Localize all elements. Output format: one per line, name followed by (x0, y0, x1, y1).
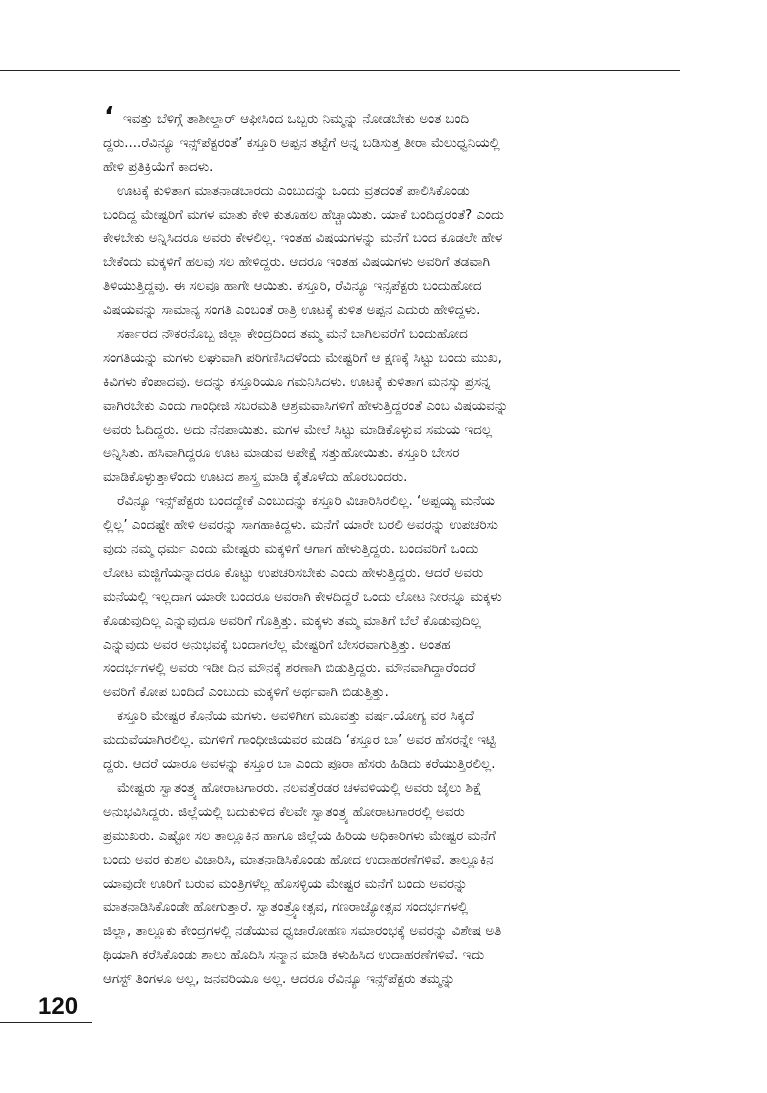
text-line: ಮಾತನಾಡಿಸಿಕೊಂಡೇ ಹೋಗುತ್ತಾರೆ. ಸ್ವಾತಂತ್ರ್ಯೋತ್ಸವ, ಗಣರಾಜ್ಯೋತ್ಸವ ಸಂದರ್ಭಗಳಲ್ಲಿ (103, 900, 469, 916)
text-line: ವಿಷಯವನ್ನು ಸಾಮಾನ್ಯ ಸಂಗತಿ ಎಂಬಂತೆ ರಾತ್ರಿ ಊಟಕ್ಕೆ ಕುಳಿತ ಅಪ್ಪನ ಎದುರು ಹೇಳಿದ್ದಳು. (103, 303, 481, 319)
text-line: ಇವತ್ತು ಬೆಳಿಗ್ಗೆ ತಾಶೀಲ್ದಾರ್ ಆಫೀಸಿಂದ ಒಬ್ಬರು ನಿಮ್ಮನ್ನು ನೋಡಬೇಕು ಅಂತ ಬಂದಿ (123, 112, 470, 127)
text-line: ಆಗಸ್ಟ್ ತಿಂಗಳೂ ಅಲ್ಲ, ಜನವರಿಯೂ ಅಲ್ಲ. ಆದರೂ ರೆವಿನ್ಯೂ ಇನ್ಸ್‌ಪೆಕ್ಟರು ತಮ್ಮನ್ನು (103, 972, 455, 988)
text-line: ಪ್ರಮುಖರು. ಎಷ್ಟೋ ಸಲ ತಾಲ್ಲೂಕಿನ ಹಾಗೂ ಜಿಲ್ಲೆಯ ಹಿರಿಯ ಅಧಿಕಾರಿಗಳು ಮೇಷ್ಟರ ಮನೆಗೆ (103, 828, 496, 844)
text-line: ಮದುವೆಯಾಗಿರಲಿಲ್ಲ. ಮಗಳಿಗೆ ಗಾಂಧೀಜಿಯವರ ಮಡದಿ ‘ಕಸ್ತೂರ ಬಾ’ ಅವರ ಹೆಸರನ್ನೇ ಇಟ್ಟಿ (103, 733, 496, 749)
text-line: ಥಿಯಾಗಿ ಕರೆಸಿಕೊಂಡು ಶಾಲು ಹೊದಿಸಿ ಸನ್ಮಾನ ಮಾಡಿ ಕಳುಹಿಸಿದ ಉದಾಹರಣೆಗಳಿವೆ. ಇದು (103, 948, 485, 964)
text-line: ರೆವಿನ್ಯೂ ಇನ್ಸ್‌ಪೆಕ್ಟರು ಬಂದದ್ದೇಕೆ ಎಂಬುದನ್ನು ಕಸ್ತೂರಿ ವಿಚಾರಿಸಿರಲಿಲ್ಲ. ‘ಅಪ್ಪಯ್ಯ ಮನೆಯ (117, 494, 495, 510)
text-line: ಸಂದರ್ಭಗಳಲ್ಲಿ ಅವರು ಇಡೀ ದಿನ ಮೌನಕ್ಕೆ ಶರಣಾಗಿ ಬಿಡುತ್ತಿದ್ದರು. ಮೌನವಾಗಿದ್ದಾರೆಂದರೆ (103, 661, 476, 677)
text-line: ಮಾಡಿಕೊಳ್ಳುತ್ತಾಳೆಂದು ಊಟದ ಶಾಸ್ತ್ರ ಮಾಡಿ ಕೈತೊಳೆದು ಹೊರಬಂದರು. (103, 470, 408, 486)
opening-quote-mark: ‘ (104, 102, 114, 132)
text-line: ಅವರಿಗೆ ಕೋಪ ಬಂದಿದೆ ಎಂಬುದು ಮಕ್ಕಳಿಗೆ ಅರ್ಥವಾಗಿ ಬಿಡುತ್ತಿತ್ತು. (103, 685, 389, 701)
text-line: ಊಟಕ್ಕೆ ಕುಳಿತಾಗ ಮಾತನಾಡಬಾರದು ಎಂಬುದನ್ನು ಒಂದು ವ್ರತದಂತೆ ಪಾಲಿಸಿಕೊಂಡು (117, 183, 470, 199)
text-line: ಲ್ಲಿಲ್ಲ’ ಎಂದಷ್ಟೇ ಹೇಳಿ ಅವರನ್ನು ಸಾಗಹಾಕಿದ್ದಳು. ಮನೆಗೆ ಯಾರೇ ಬರಲಿ ಅವರನ್ನು ಉಪಚರಿಸು (103, 518, 498, 534)
text-line: ಕೇಳಬೇಕು ಅನ್ನಿಸಿದರೂ ಅವರು ಕೇಳಲಿಲ್ಲ. ಇಂತಹ ವಿಷಯಗಳನ್ನು ಮನೆಗೆ ಬಂದ ಕೂಡಲೇ ಹೇಳ (103, 231, 503, 247)
text-line: ಜಿಲ್ಲಾ, ತಾಲ್ಲೂಕು ಕೇಂದ್ರಗಳಲ್ಲಿ ನಡೆಯುವ ಧ್ವಜಾರೋಹಣ ಸಮಾರಂಭಕ್ಕೆ ಅವರನ್ನು ವಿಶೇಷ ಅತಿ (103, 924, 502, 940)
text-line: ದ್ದರು. ಆದರೆ ಯಾರೂ ಅವಳನ್ನು ಕಸ್ತೂರ ಬಾ ಎಂದು ಪೂರಾ ಹೆಸರು ಹಿಡಿದು ಕರೆಯುತ್ತಿರಲಿಲ್ಲ. (103, 757, 496, 773)
text-line: ಬಂದು ಅವರ ಕುಶಲ ವಿಚಾರಿಸಿ, ಮಾತನಾಡಿಸಿಕೊಂಡು ಹೋದ ಉದಾಹರಣೆಗಳಿವೆ. ತಾಲ್ಲೂಕಿನ (103, 852, 494, 868)
page-number-rule (0, 1022, 92, 1023)
text-line: ಕಿವಿಗಳು ಕೆಂಪಾದವು. ಅದನ್ನು ಕಸ್ತೂರಿಯೂ ಗಮನಿಸಿದಳು. ಊಟಕ್ಕೆ ಕುಳಿತಾಗ ಮನಸ್ಸು ಪ್ರಸನ್ನ (103, 374, 491, 390)
text-line: ಯಾವುದೇ ಊರಿಗೆ ಬರುವ ಮಂತ್ರಿಗಳೆಲ್ಲ ಹೊಸಳ್ಳಿಯ ಮೇಷ್ಟರ ಮನೆಗೆ ಬಂದು ಅವರನ್ನು (103, 876, 468, 892)
text-line: ವುದು ನಮ್ಮ ಧರ್ಮ ಎಂದು ಮೇಷ್ಟರು ಮಕ್ಕಳಿಗೆ ಆಗಾಗ ಹೇಳುತ್ತಿದ್ದರು. ಬಂದವರಿಗೆ ಒಂದು (103, 542, 479, 558)
text-line: ಕಸ್ತೂರಿ ಮೇಷ್ಟರ ಕೊನೆಯ ಮಗಳು. ಅವಳಿಗೀಗ ಮೂವತ್ತು ವರ್ಷ.ಯೋಗ್ಯ ವರ ಸಿಕ್ಕದೆ (117, 709, 474, 725)
text-line: ಸರ್ಕಾರದ ನೌಕರನೊಬ್ಬ ಜಿಲ್ಲಾ ಕೇಂದ್ರದಿಂದ ತಮ್ಮ ಮನೆ ಬಾಗಿಲವರೆಗೆ ಬಂದುಹೋದ (117, 327, 468, 343)
text-line: ಅವರು ಓದಿದ್ದರು. ಅದು ನೆನಪಾಯಿತು. ಮಗಳ ಮೇಲೆ ಸಿಟ್ಟು ಮಾಡಿಕೊಳ್ಳುವ ಸಮಯ ಇದಲ್ಲ (103, 422, 493, 438)
header-rule (0, 70, 680, 71)
text-line: ದ್ದರು....ರೆವಿನ್ಯೂ ಇನ್ಸ್‌ಪೆಕ್ಟರಂತೆ’ ಕಸ್ತೂರಿ ಅಪ್ಪನ ತಟ್ಟೆಗೆ ಅನ್ನ ಬಡಿಸುತ್ತ ತೀರಾ ಮೆಲುಧ್ವನಿಯಲ್ಲಿ (103, 135, 500, 151)
text-line: ಬೇಕೆಂದು ಮಕ್ಕಳಿಗೆ ಹಲವು ಸಲ ಹೇಳಿದ್ದರು. ಆದರೂ ಇಂತಹ ವಿಷಯಗಳು ಅವರಿಗೆ ತಡವಾಗಿ (103, 255, 490, 271)
text-line: ಬಂದಿದ್ದ ಮೇಷ್ಟರಿಗೆ ಮಗಳ ಮಾತು ಕೇಳಿ ಕುತೂಹಲ ಹೆಚ್ಚಾಯಿತು. ಯಾಕೆ ಬಂದಿದ್ದರಂತೆ? ಎಂದು (103, 207, 504, 223)
text-line: ಅನ್ನಿಸಿತು. ಹಸಿವಾಗಿದ್ದರೂ ಊಟ ಮಾಡುವ ಅಪೇಕ್ಷೆ ಸತ್ತುಹೋಯಿತು. ಕಸ್ತೂರಿ ಬೇಸರ (103, 446, 460, 462)
body-text (103, 108, 683, 992)
text-line: ಸಂಗತಿಯನ್ನು ಮಗಳು ಲಘುವಾಗಿ ಪರಿಗಣಿಸಿದಳೆಂದು ಮೇಷ್ಟರಿಗೆ ಆ ಕ್ಷಣಕ್ಕೆ ಸಿಟ್ಟು ಬಂದು ಮುಖ, (103, 350, 502, 366)
page-number: 120 (38, 993, 79, 1020)
text-line: ವಾಗಿರಬೇಕು ಎಂದು ಗಾಂಧೀಜಿ ಸಬರಮತಿ ಆಶ್ರಮವಾಸಿಗಳಿಗೆ ಹೇಳುತ್ತಿದ್ದರಂತೆ ಎಂಬ ವಿಷಯವನ್ನು (103, 398, 509, 414)
text-line: ಕೊಡುವುದಿಲ್ಲ ಎನ್ನುವುದೂ ಅವರಿಗೆ ಗೊತ್ತಿತ್ತು. ಮಕ್ಕಳು ತಮ್ಮ ಮಾತಿಗೆ ಬೆಲೆ ಕೊಡುವುದಿಲ್ಲ (103, 613, 481, 629)
text-line: ಮನೆಯಲ್ಲಿ ಇಲ್ಲದಾಗ ಯಾರೇ ಬಂದರೂ ಅವರಾಗಿ ಕೇಳದಿದ್ದರೆ ಒಂದು ಲೋಟ ನೀರನ್ನೂ ಮಕ್ಕಳು (103, 589, 502, 605)
text-line: ಅನುಭವಿಸಿದ್ದರು. ಜಿಲ್ಲೆಯಲ್ಲಿ ಬದುಕುಳಿದ ಕೆಲವೇ ಸ್ವಾತಂತ್ರ್ಯ ಹೋರಾಟಗಾರರಲ್ಲಿ ಅವರು (103, 804, 465, 820)
text-line: ತಿಳಿಯುತ್ತಿದ್ದವು. ಈ ಸಲವೂ ಹಾಗೇ ಆಯಿತು. ಕಸ್ತೂರಿ, ರೆವಿನ್ಯೂ ಇನ್ಸಪೆಕ್ಟರು ಬಂದುಹೋದ (103, 279, 482, 295)
text-line: ಎನ್ನುವುದು ಅವರ ಅನುಭವಕ್ಕೆ ಬಂದಾಗಲೆಲ್ಲ ಮೇಷ್ಟರಿಗೆ ಬೇಸರವಾಗುತ್ತಿತ್ತು. ಅಂತಹ (103, 637, 451, 653)
text-line: ಲೋಟ ಮಜ್ಜಿಗೆಯನ್ನಾದರೂ ಕೊಟ್ಟು ಉಪಚರಿಸಬೇಕು ಎಂದು ಹೇಳುತ್ತಿದ್ದರು. ಆದರೆ ಅವರು (103, 565, 484, 581)
text-line: ಮೇಷ್ಟರು ಸ್ವಾತಂತ್ರ್ಯ ಹೋರಾಟಗಾರರು. ನಲವತ್ತೆರಡರ ಚಳವಳಿಯಲ್ಲಿ ಅವರು ಜೈಲು ಶಿಕ್ಷೆ (117, 780, 482, 796)
text-line: ಹೇಳಿ ಪ್ರತಿಕ್ರಿಯೆಗೆ ಕಾದಳು. (103, 159, 214, 175)
